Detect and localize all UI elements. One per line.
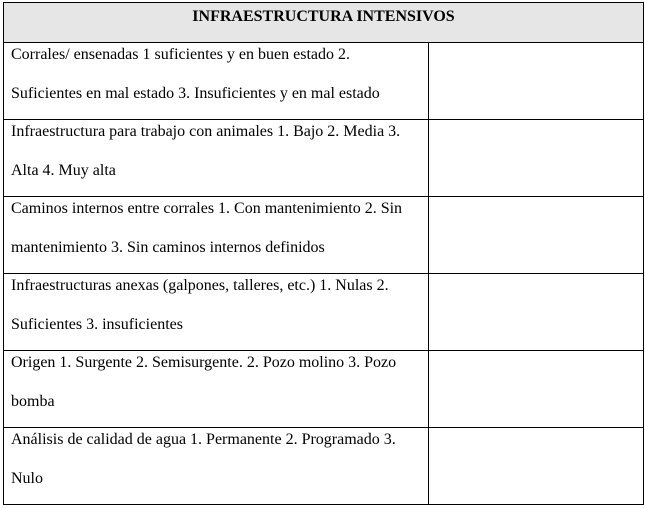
table-row: [4, 197, 644, 274]
table-row: [4, 43, 644, 120]
row-label-text: Caminos internos entre corrales 1. Con mantenimiento 2. Sin mantenimiento 3. Sin caminos internos definidos: [11, 200, 403, 256]
row-label-calidad-agua: [4, 428, 429, 505]
row-value-caminos-internos[interactable]: [429, 197, 644, 274]
row-value-origen[interactable]: [429, 351, 644, 428]
row-label-trabajo-animales: [4, 120, 429, 197]
table-row: [4, 120, 644, 197]
row-label-origen: [4, 351, 429, 428]
row-label-caminos-internos: [4, 197, 429, 274]
row-value-calidad-agua[interactable]: [429, 428, 644, 505]
row-label-text: Corrales/ ensenadas 1 suficientes y en buen estado 2. Suficientes en mal estado 3. Insuficientes y en mal estado: [11, 46, 380, 102]
table-row: [4, 274, 644, 351]
table-row: [4, 351, 644, 428]
row-label-text: Infraestructuras anexas (galpones, talleres, etc.) 1. Nulas 2. Suficientes 3. insuficientes: [11, 277, 389, 333]
row-label-text: Infraestructura para trabajo con animales 1. Bajo 2. Media 3. Alta 4. Muy alta: [11, 123, 401, 179]
table-row: [4, 428, 644, 505]
row-value-trabajo-animales[interactable]: [429, 120, 644, 197]
row-label-text: Origen 1. Surgente 2. Semisurgente. 2. Pozo molino 3. Pozo bomba: [11, 354, 397, 410]
row-value-infraestructuras-anexas[interactable]: [429, 274, 644, 351]
row-label-infraestructuras-anexas: [4, 274, 429, 351]
row-value-corrales[interactable]: [429, 43, 644, 120]
table-title: INFRAESTRUCTURA INTENSIVOS: [4, 3, 644, 43]
row-label-corrales: [4, 43, 429, 120]
infraestructura-table: [3, 2, 644, 505]
row-label-text: Análisis de calidad de agua 1. Permanente 2. Programado 3. Nulo: [11, 431, 396, 487]
